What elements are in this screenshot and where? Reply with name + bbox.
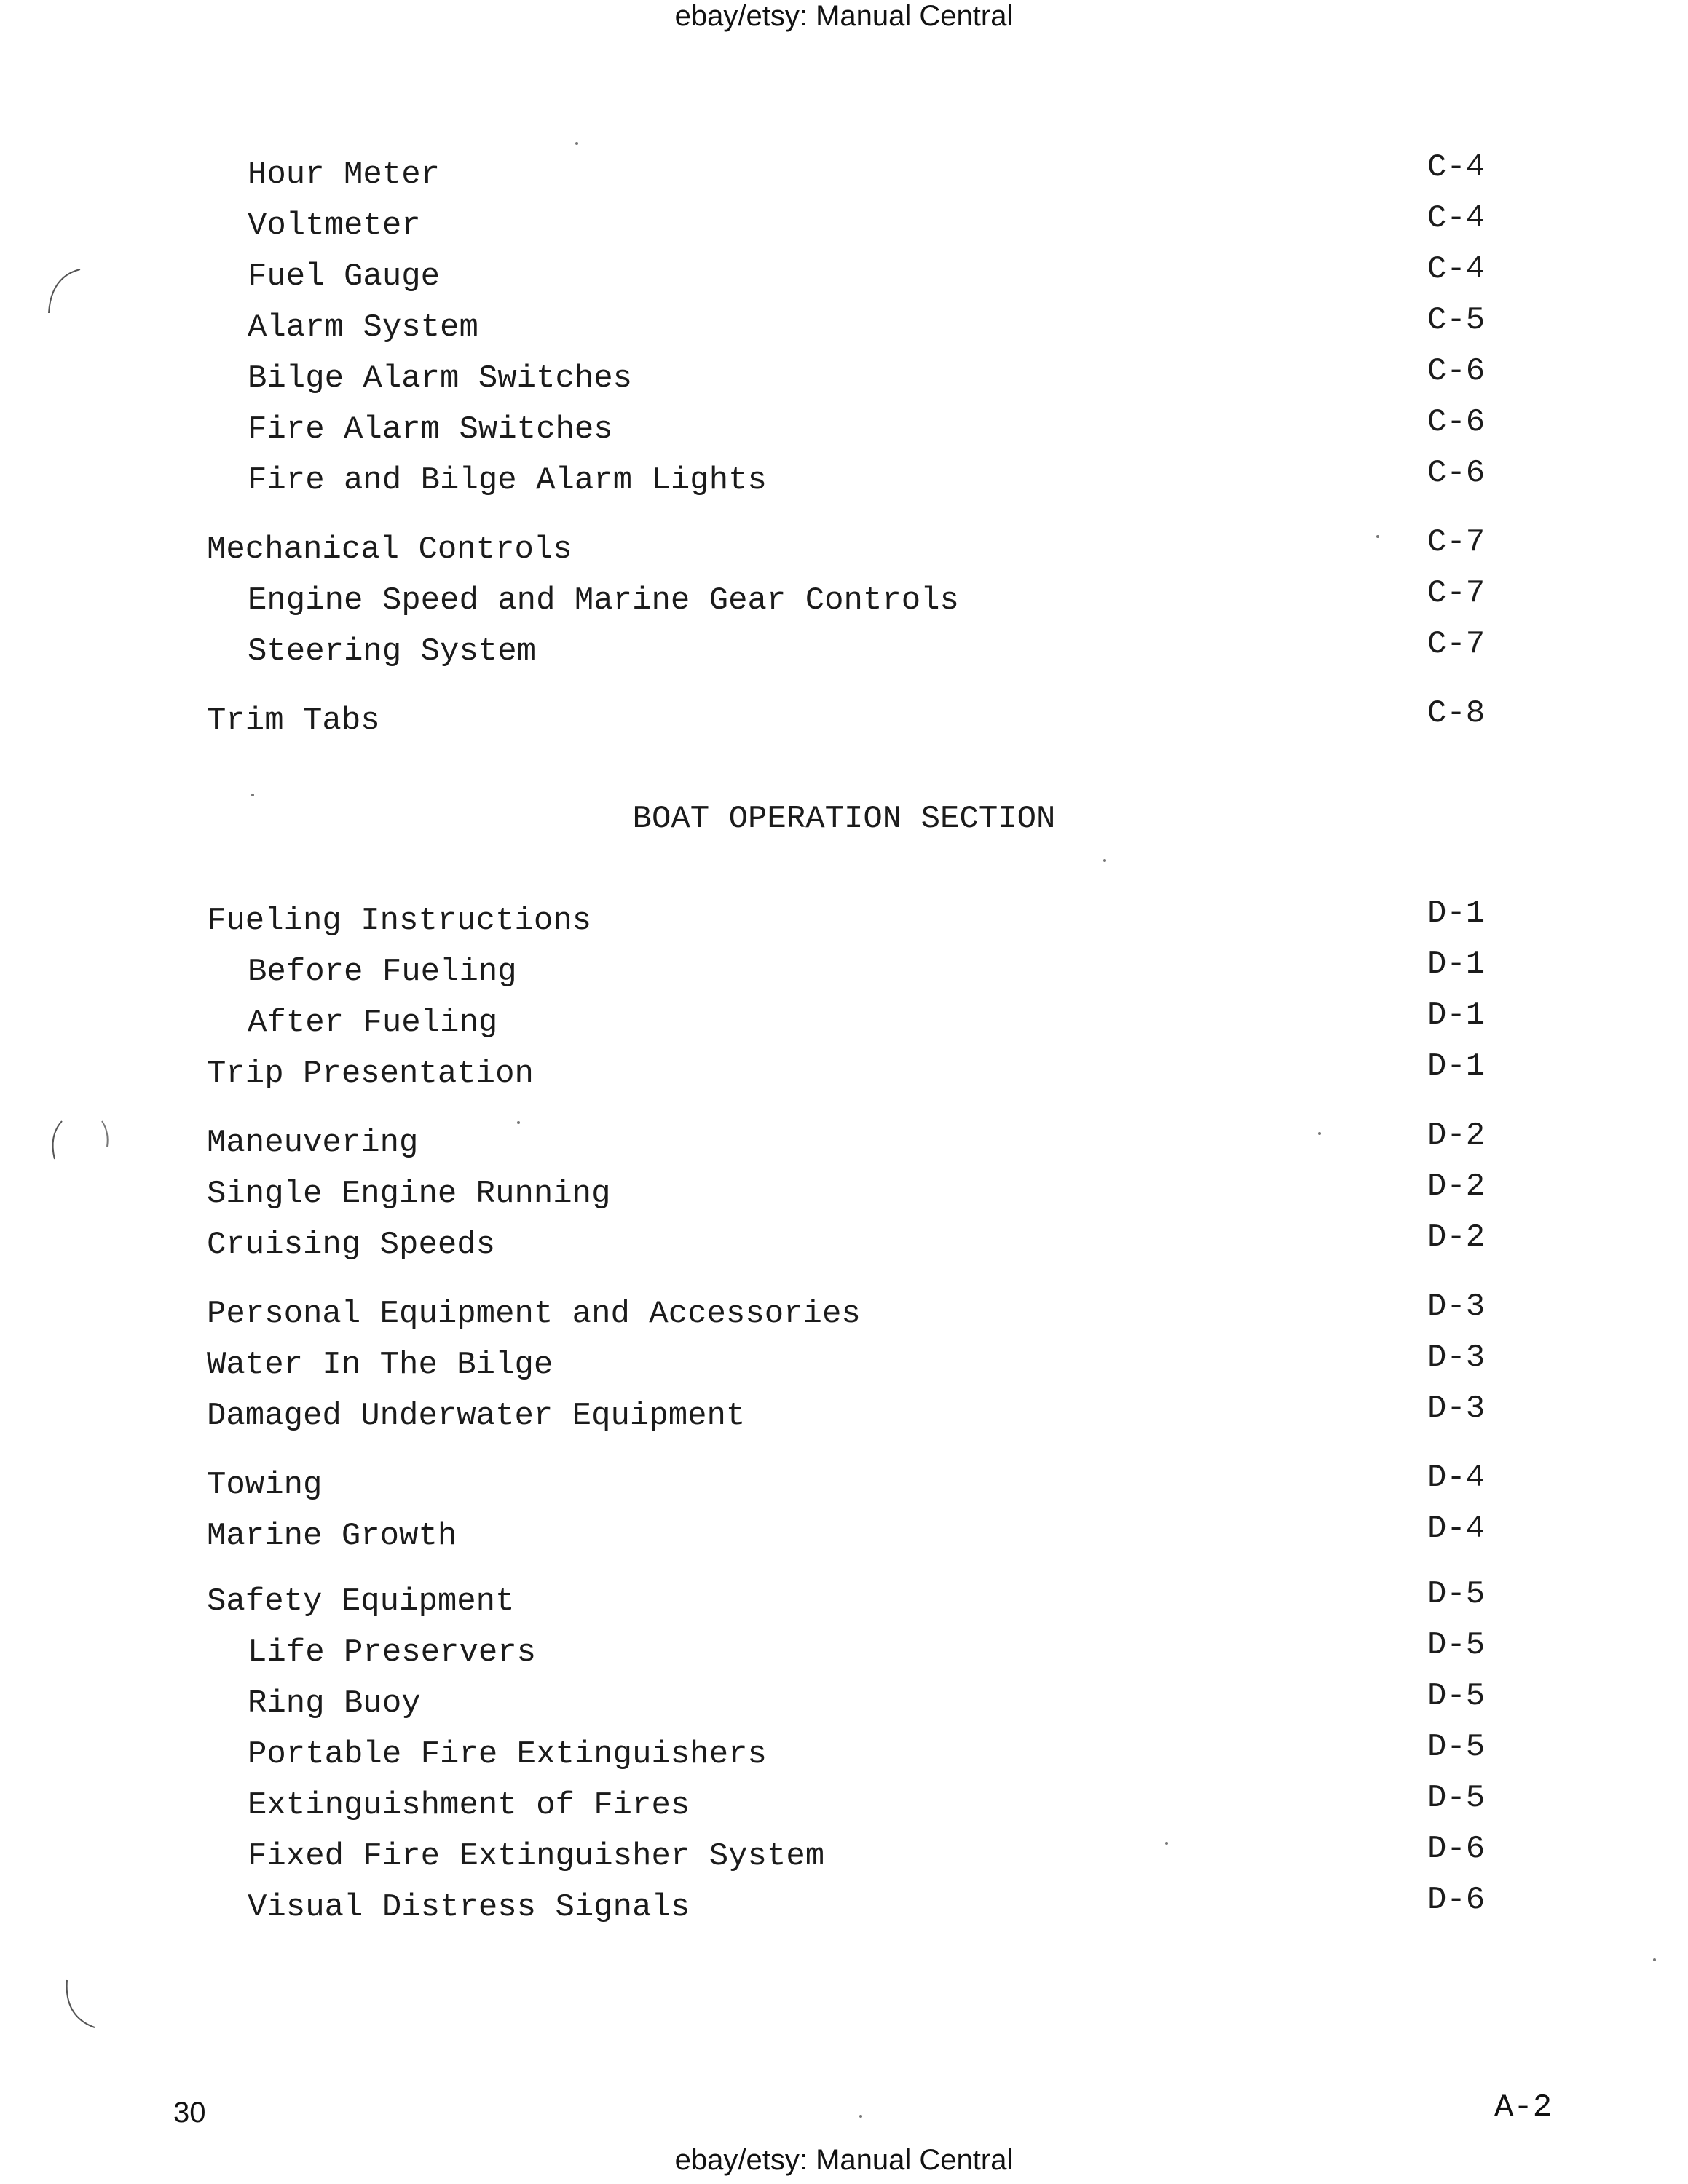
- toc-entry-page: C-7: [1427, 626, 1486, 662]
- toc-entry-page: C-4: [1427, 251, 1486, 288]
- toc-entry-title: Alarm System: [248, 309, 478, 346]
- toc-entry-title: Water In The Bilge: [207, 1347, 553, 1383]
- toc-entry-title: Fire and Bilge Alarm Lights: [248, 462, 767, 499]
- toc-entry: [0, 353, 1688, 404]
- binder-hole-mark-bottom: [58, 1973, 109, 2038]
- toc-entry-page: D-5: [1427, 1780, 1486, 1816]
- toc-entry-title: Fire Alarm Switches: [248, 411, 613, 448]
- toc-entry-title: Trip Presentation: [207, 1056, 534, 1092]
- toc-entry-title: Fixed Fire Extinguisher System: [248, 1838, 825, 1875]
- toc-entry-page: D-6: [1427, 1882, 1486, 1918]
- toc-entry: [0, 1117, 1688, 1168]
- section-heading: BOAT OPERATION SECTION: [632, 801, 1056, 837]
- toc-entry-title: Engine Speed and Marine Gear Controls: [248, 582, 959, 619]
- toc-entry: [0, 1576, 1688, 1627]
- toc-entry: [0, 149, 1688, 200]
- toc-entry-page: D-1: [1427, 997, 1486, 1034]
- toc-entry-page: C-6: [1427, 404, 1486, 440]
- toc-entry-title: Life Preservers: [248, 1634, 537, 1671]
- page-number-left: 30: [173, 2097, 206, 2129]
- toc-entry-title: Portable Fire Extinguishers: [248, 1736, 767, 1773]
- toc-entry: [0, 455, 1688, 506]
- toc-entry: [0, 1511, 1688, 1562]
- toc-entry-title: Trim Tabs: [207, 703, 380, 739]
- toc-entry: [0, 1219, 1688, 1270]
- scan-speck: [1103, 859, 1106, 862]
- toc-entry-page: D-5: [1427, 1576, 1486, 1613]
- scan-speck: [1318, 1132, 1321, 1135]
- toc-entry-title: Voltmeter: [248, 207, 421, 244]
- toc-entry: [0, 575, 1688, 626]
- toc-entry-page: D-1: [1427, 1048, 1486, 1085]
- toc-entry: [0, 695, 1688, 746]
- toc-entry-title: Maneuvering: [207, 1125, 419, 1161]
- toc-entry-title: Bilge Alarm Switches: [248, 360, 633, 397]
- toc-entry-page: D-5: [1427, 1729, 1486, 1765]
- binder-hole-mark-middle: [40, 1114, 120, 1172]
- toc-entry-title: Steering System: [248, 633, 537, 670]
- toc-entry-title: Marine Growth: [207, 1518, 457, 1554]
- scan-speck: [575, 142, 578, 145]
- toc-entry: [0, 997, 1688, 1048]
- toc-entry-page: D-4: [1427, 1460, 1486, 1496]
- toc-entry-page: C-7: [1427, 524, 1486, 561]
- toc-entry-title: Ring Buoy: [248, 1685, 421, 1722]
- toc-entry-page: D-3: [1427, 1340, 1486, 1376]
- toc-entry-page: D-2: [1427, 1168, 1486, 1205]
- toc-entry-title: After Fueling: [248, 1005, 498, 1041]
- toc-entry-page: D-2: [1427, 1117, 1486, 1154]
- toc-entry-page: D-3: [1427, 1390, 1486, 1427]
- page-header: ebay/etsy: Manual Central: [674, 0, 1014, 32]
- toc-entry: [0, 1048, 1688, 1099]
- toc-entry-page: D-5: [1427, 1678, 1486, 1714]
- page-number-right: A-2: [1494, 2089, 1553, 2126]
- toc-entry-page: D-2: [1427, 1219, 1486, 1256]
- toc-entry: [0, 1627, 1688, 1678]
- toc-entry-title: Towing: [207, 1467, 323, 1503]
- toc-entry-title: Mechanical Controls: [207, 531, 572, 568]
- scan-speck: [1653, 1958, 1656, 1961]
- toc-entry: [0, 302, 1688, 353]
- toc-entry: [0, 1340, 1688, 1390]
- scan-speck: [251, 794, 254, 796]
- toc-entry: [0, 626, 1688, 677]
- toc-entry-page: C-7: [1427, 575, 1486, 612]
- toc-entry-title: Cruising Speeds: [207, 1227, 496, 1263]
- toc-entry: [0, 1729, 1688, 1780]
- toc-entry-page: C-4: [1427, 149, 1486, 186]
- toc-entry: [0, 1831, 1688, 1882]
- scan-speck: [1376, 535, 1379, 538]
- toc-entry-title: Extinguishment of Fires: [248, 1787, 690, 1824]
- toc-entry: [0, 200, 1688, 251]
- toc-entry-page: D-4: [1427, 1511, 1486, 1547]
- toc-entry: [0, 524, 1688, 575]
- toc-entry-page: D-1: [1427, 946, 1486, 983]
- toc-entry-title: Safety Equipment: [207, 1583, 515, 1620]
- toc-entry-title: Damaged Underwater Equipment: [207, 1398, 746, 1434]
- toc-entry-title: Personal Equipment and Accessories: [207, 1296, 861, 1332]
- toc-entry-title: Before Fueling: [248, 954, 517, 990]
- toc-entry-page: C-8: [1427, 695, 1486, 732]
- toc-entry: [0, 1882, 1688, 1933]
- binder-hole-mark-top: [40, 262, 91, 320]
- toc-entry: [0, 1780, 1688, 1831]
- toc-entry: [0, 1678, 1688, 1729]
- toc-entry-title: Hour Meter: [248, 157, 441, 193]
- toc-entry: [0, 895, 1688, 946]
- scan-speck: [859, 2115, 862, 2118]
- toc-entry: [0, 251, 1688, 302]
- toc-entry: [0, 946, 1688, 997]
- toc-entry-page: D-5: [1427, 1627, 1486, 1663]
- toc-entry-page: D-3: [1427, 1289, 1486, 1325]
- toc-entry-title: Fueling Instructions: [207, 903, 592, 939]
- scan-speck: [1165, 1842, 1168, 1845]
- toc-entry-title: Visual Distress Signals: [248, 1889, 690, 1926]
- toc-entry: [0, 404, 1688, 455]
- toc-entry: [0, 1460, 1688, 1511]
- toc-entry-page: C-4: [1427, 200, 1486, 237]
- toc-entry-title: Fuel Gauge: [248, 258, 441, 295]
- toc-entry-title: Single Engine Running: [207, 1176, 611, 1212]
- toc-entry-page: C-5: [1427, 302, 1486, 339]
- toc-entry: [0, 1390, 1688, 1441]
- toc-entry-page: C-6: [1427, 353, 1486, 389]
- toc-entry-page: C-6: [1427, 455, 1486, 491]
- toc-entry-page: D-6: [1427, 1831, 1486, 1867]
- page-footer: ebay/etsy: Manual Central: [674, 2144, 1014, 2176]
- toc-entry-page: D-1: [1427, 895, 1486, 932]
- toc-entry: [0, 1168, 1688, 1219]
- scan-speck: [517, 1121, 520, 1124]
- toc-entry: [0, 1289, 1688, 1340]
